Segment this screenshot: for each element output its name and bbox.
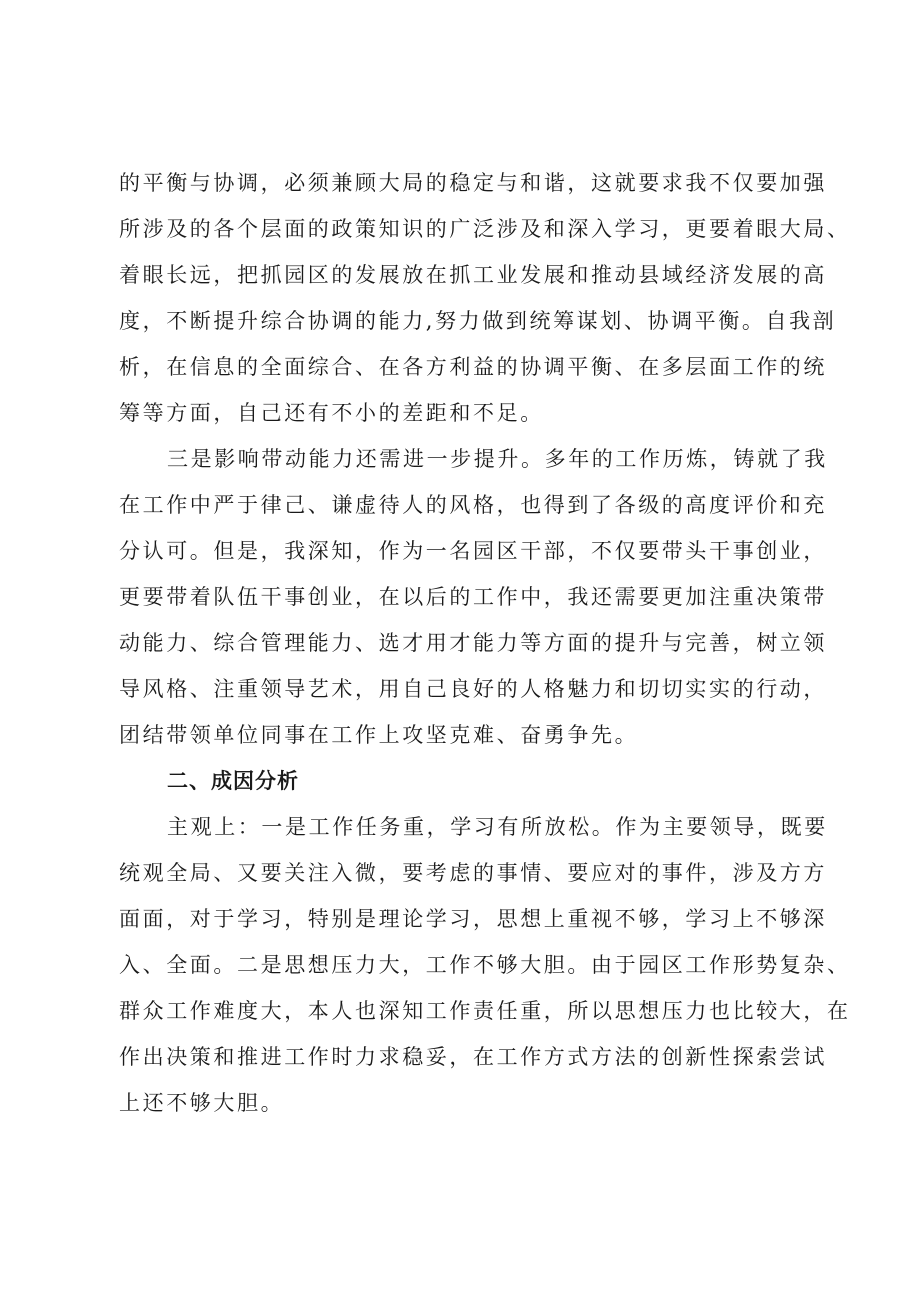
- text-line: 主观上：一是工作任务重，学习有所放松。作为主要领导，既要: [167, 815, 828, 839]
- text-line: 度，不断提升综合协调的能力,努力做到统筹谋划、协调平衡。自我剖: [119, 309, 837, 333]
- text-line: 面面，对于学习，特别是理论学习，思想上重视不够，学习上不够深: [119, 907, 827, 931]
- paragraph-3: [119, 804, 851, 1126]
- text-line: 筹等方面，自己还有不小的差距和不足。: [119, 401, 544, 425]
- text-line: 析，在信息的全面综合、在各方利益的协调平衡、在多层面工作的统: [119, 355, 827, 379]
- text-line: 上还不够大胆。: [119, 1091, 285, 1115]
- text-line: 入、全面。二是思想压力大，工作不够大胆。由于园区工作形势复杂、: [119, 953, 851, 977]
- section-heading: 二、成因分析: [167, 769, 299, 793]
- text-line: 更要带着队伍干事创业，在以后的工作中，我还需要更加注重决策带: [119, 585, 827, 609]
- text-line: 动能力、综合管理能力、选才用才能力等方面的提升与完善，树立领: [119, 631, 827, 655]
- text-line: 统观全局、又要关注入微，要考虑的事情、要应对的事件，涉及方方: [119, 861, 827, 885]
- text-line: 分认可。但是，我深知，作为一名园区干部，不仅要带头干事创业，: [119, 539, 827, 563]
- document-body: [119, 160, 851, 1126]
- text-line: 三是影响带动能力还需进一步提升。多年的工作历炼，铸就了我: [167, 447, 828, 471]
- paragraph-1: [119, 160, 851, 436]
- text-line: 的平衡与协调，必须兼顾大局的稳定与和谐，这就要求我不仅要加强: [119, 171, 827, 195]
- text-line: 在工作中严于律己、谦虚待人的风格，也得到了各级的高度评价和充: [119, 493, 827, 517]
- text-line: 群众工作难度大，本人也深知工作责任重，所以思想压力也比较大，在: [119, 999, 851, 1023]
- text-line: 作出决策和推进工作时力求稳妥，在工作方式方法的创新性探索尝试: [119, 1045, 827, 1069]
- text-line: 着眼长远，把抓园区的发展放在抓工业发展和推动县域经济发展的高: [119, 263, 827, 287]
- text-line: 所涉及的各个层面的政策知识的广泛涉及和深入学习，更要着眼大局、: [119, 217, 851, 241]
- text-line: 导风格、注重领导艺术，用自己良好的人格魅力和切切实实的行动，: [119, 677, 827, 701]
- paragraph-2: [119, 436, 828, 758]
- text-line: 团结带领单位同事在工作上攻坚克难、奋勇争先。: [119, 723, 639, 747]
